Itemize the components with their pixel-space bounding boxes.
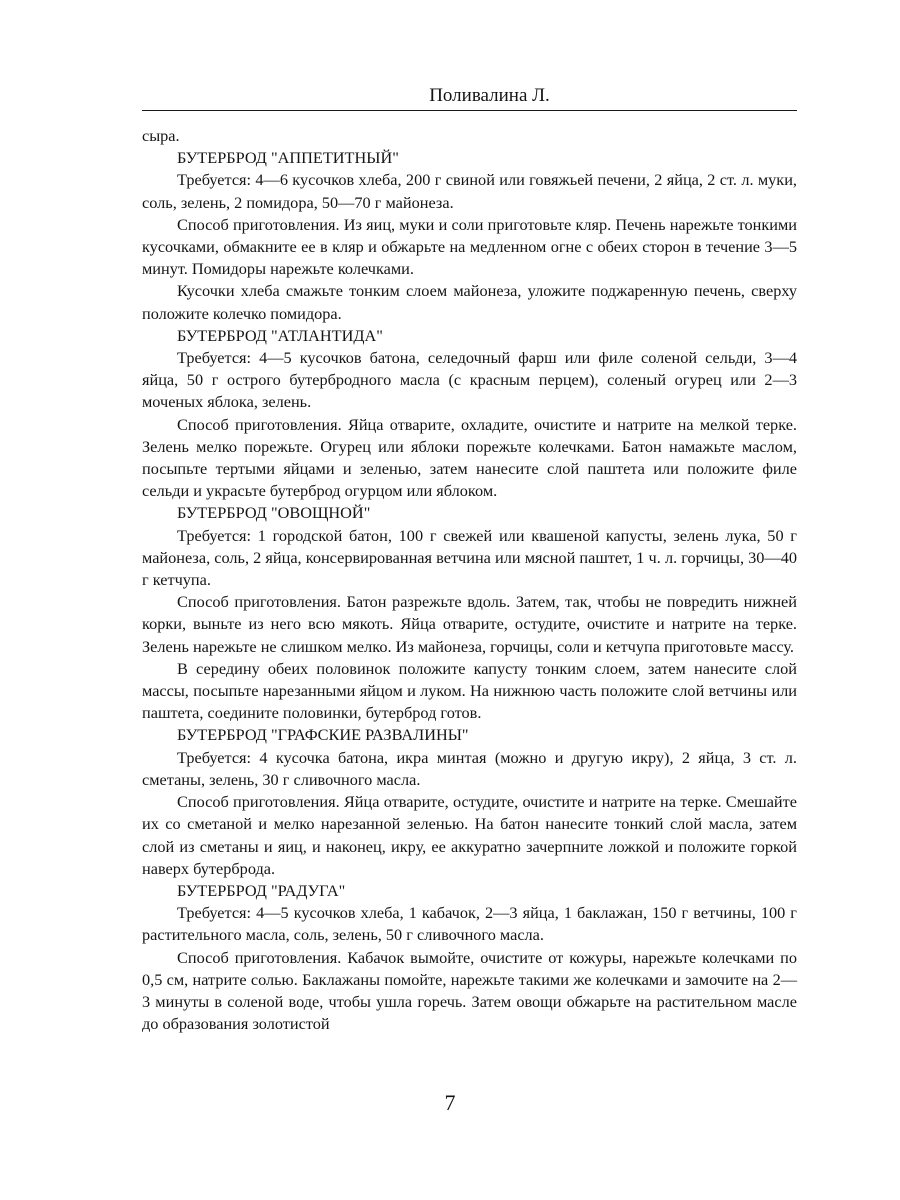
recipe-title: БУТЕРБРОД "РАДУГА"	[177, 880, 346, 900]
recipe-method: Способ приготовления. Кабачок вымойте, очистите от кожуры, нарежьте колечками по 0,5 см, натрите солью. Баклажаны помойте, нарежьте такими же колечками и замочите на 2—3 минуты в соленой воде, чтобы ушла горечь. Затем овощи обжарьте на растительном масле до образования золотистой	[142, 947, 797, 1034]
recipe-method: Способ приготовления. Из яиц, муки и соли приготовьте кляр. Печень нарежьте тонкими кусочками, обмакните ее в кляр и обжарьте на медленном огне с обеих сторон в течение 3—5 минут. Помидоры нарежьте колечками.	[142, 214, 797, 279]
recipe-ingredients: Требуется: 4—6 кусочков хлеба, 200 г свиной или говяжьей печени, 2 яйца, 2 ст. л. муки, соль, зелень, 2 помидора, 50—70 г майонеза.	[142, 170, 797, 212]
recipe-title: БУТЕРБРОД "АТЛАНТИДА"	[177, 325, 383, 345]
recipe-title: БУТЕРБРОД "ГРАФСКИЕ РАЗВАЛИНЫ"	[177, 725, 469, 745]
recipe-method: Способ приготовления. Батон разрежьте вдоль. Затем, так, чтобы не повредить нижней корки, выньте из него всю мякоть. Яйца отварите, остудите, очистите и натрите на терке. Зелень нарежьте не слишком мелко. Из майонеза, горчицы, соли и кетчупа приготовьте массу.	[142, 592, 797, 656]
recipe-method: Кусочки хлеба смажьте тонким слоем майонеза, уложите поджаренную печень, сверху положите колечко помидора.	[142, 281, 797, 323]
recipe-method: Способ приготовления. Яйца отварите, охладите, очистите и натрите на мелкой терке. Зелень мелко порежьте. Огурец или яблоки порежьте колечками. Батон намажьте маслом, посыпьте тертыми яйцами и зеленью, затем нанесите слой паштета или положите филе сельди и украсьте бутерброд огурцом или яблоком.	[142, 414, 797, 501]
recipe-method: Способ приготовления. Яйца отварите, остудите, очистите и натрите на терке. Смешайте их со сметаной и мелко нарезанной зеленью. На батон нанесите тонкий слой масла, затем слой из сметаны и яиц, и наконец, икру, ее аккуратно зачерпните ложкой и положите горкой наверх бутерброда.	[142, 792, 797, 878]
continuation-text: сыра.	[142, 126, 180, 145]
recipe-ingredients: Требуется: 4—5 кусочков хлеба, 1 кабачок, 2—3 яйца, 1 баклажан, 150 г ветчины, 100 г растительного масла, соль, зелень, 50 г сливочного масла.	[142, 903, 797, 945]
running-header-author: Поливалина Л.	[429, 85, 550, 106]
page-number: 7	[444, 1090, 456, 1115]
header-divider	[142, 110, 797, 111]
page-body	[142, 125, 797, 1035]
recipe-title: БУТЕРБРОД "АППЕТИТНЫЙ"	[177, 148, 399, 168]
recipe-ingredients: Требуется: 4 кусочка батона, икра минтая (можно и другую икру), 2 яйца, 3 ст. л. сметаны, зелень, 30 г сливочного масла.	[142, 747, 797, 789]
recipe-title: БУТЕРБРОД "ОВОЩНОЙ"	[177, 503, 371, 523]
recipe-ingredients: Требуется: 1 городской батон, 100 г свежей или квашеной капусты, зелень лука, 50 г майонеза, соль, 2 яйца, консервированная ветчина или мясной паштет, 1 ч. л. горчицы, 30—40 г кетчупа.	[142, 525, 797, 590]
recipe-method: В середину обеих половинок положите капусту тонким слоем, затем нанесите слой массы, посыпьте нарезанными яйцом и луком. На нижнюю часть положите слой ветчины или паштета, соедините половинки, бутерброд готов.	[142, 658, 797, 723]
recipe-ingredients: Требуется: 4—5 кусочков батона, селедочный фарш или филе соленой сельди, 3—4 яйца, 50 г острого бутербродного масла (с красным перцем), соленый огурец или 2—3 моченых яблока, зелень.	[142, 348, 797, 412]
